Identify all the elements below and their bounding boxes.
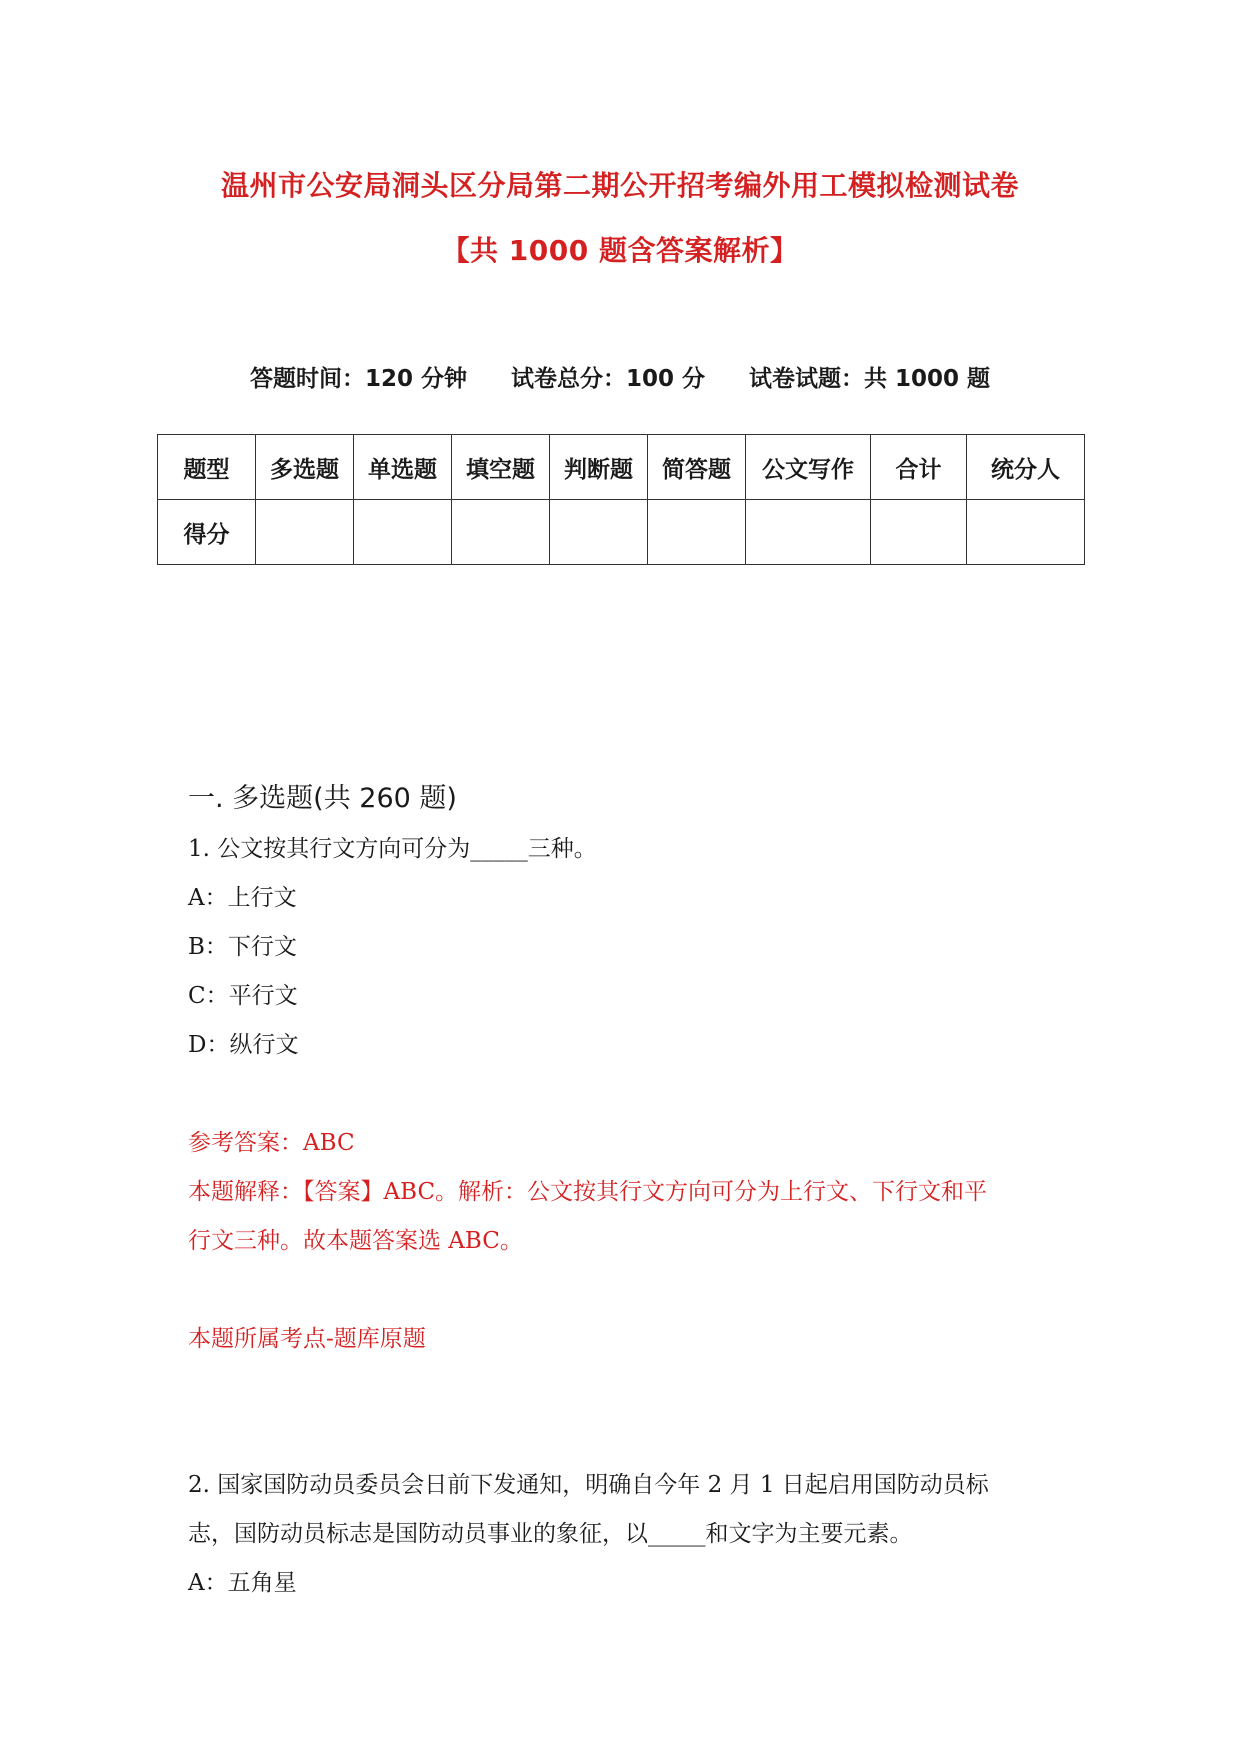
score-table (157, 434, 1085, 565)
question-2-option-a: A：五角星 (188, 1570, 297, 1596)
score-cell (871, 500, 967, 565)
score-table-header-cell: 题型 (158, 435, 256, 500)
exam-total-score: 试卷总分：100 分 (510, 366, 706, 392)
question-1-explanation-line1: 本题解释：【答案】ABC。解析：公文按其行文方向可分为上行文、下行文和平 (188, 1179, 988, 1205)
question-1-option-d: D：纵行文 (188, 1032, 299, 1058)
score-cell (354, 500, 452, 565)
score-cell (648, 500, 746, 565)
score-table-header-cell: 判断题 (550, 435, 648, 500)
question-1-option-b: B：下行文 (188, 934, 297, 960)
exam-meta (0, 360, 1240, 393)
exam-title-line1: 温州市公安局洞头区分局第二期公开招考编外用工模拟检测试卷 (220, 169, 1019, 202)
score-table-header-cell: 填空题 (452, 435, 550, 500)
exam-time: 答题时间：120 分钟 (249, 366, 467, 392)
exam-title-line2: 【共 1000 题含答案解析】 (441, 234, 799, 267)
score-cell (452, 500, 550, 565)
score-table-header-cell: 单选题 (354, 435, 452, 500)
question-1-explanation-line2: 行文三种。故本题答案选 ABC。 (188, 1228, 523, 1254)
question-1-option-a: A：上行文 (188, 885, 297, 911)
score-table-header-cell: 统分人 (967, 435, 1085, 500)
question-2-stem-line1: 2. 国家国防动员委员会日前下发通知，明确自今年 2 月 1 日起启用国防动员标 (188, 1472, 989, 1498)
score-row-label: 得分 (158, 500, 256, 565)
score-table-header-cell: 合计 (871, 435, 967, 500)
score-cell (256, 500, 354, 565)
score-table-header-cell: 简答题 (648, 435, 746, 500)
score-table-header-row (158, 435, 1085, 500)
question-1-option-c: C：平行文 (188, 983, 298, 1009)
question-1-knowledge-point: 本题所属考点-题库原题 (188, 1326, 426, 1352)
exam-question-count: 试卷试题：共 1000 题 (749, 366, 991, 392)
score-cell (746, 500, 871, 565)
section-title: 一. 多选题(共 260 题) (188, 783, 457, 814)
question-1-answer: 参考答案：ABC (188, 1130, 355, 1156)
score-table-score-row (158, 500, 1085, 565)
score-cell (550, 500, 648, 565)
question-2-stem-line2: 志，国防动员标志是国防动员事业的象征，以_____和文字为主要元素。 (188, 1521, 913, 1547)
score-table-header-cell: 多选题 (256, 435, 354, 500)
score-cell (967, 500, 1085, 565)
question-1-stem: 1. 公文按其行文方向可分为_____三种。 (188, 836, 597, 862)
score-table-header-cell: 公文写作 (746, 435, 871, 500)
